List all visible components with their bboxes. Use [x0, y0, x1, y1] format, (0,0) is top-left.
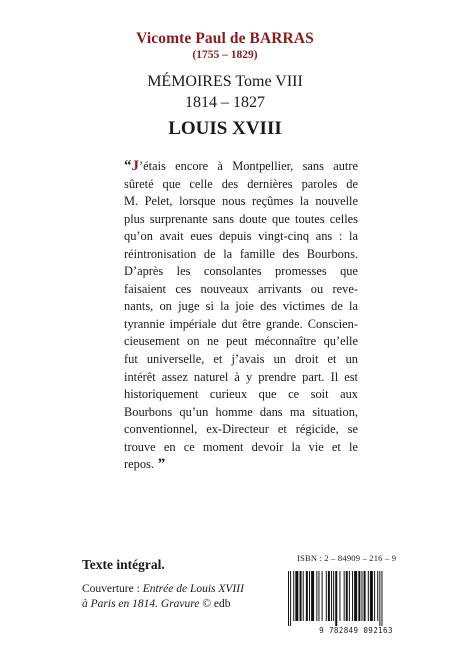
barcode-bar: [333, 571, 334, 621]
barcode-bar: [300, 571, 302, 621]
book-title: LOUIS XVIII: [168, 118, 282, 139]
quote-line-text: ’étais encore à Montpellier, sans autre: [139, 159, 358, 173]
barcode-bar: [293, 571, 294, 621]
quote-line: [124, 298, 358, 316]
quote-line: [124, 211, 358, 229]
barcode-icon: [286, 571, 426, 626]
barcode-bar: [331, 571, 332, 621]
quote-line-text: Bourbons qu’un homme dans ma situation,: [124, 404, 358, 419]
barcode-bar: [358, 571, 360, 621]
quote-line-text: conventionnel, ex-Directeur et régicide, se: [124, 422, 358, 437]
barcode-bar: [354, 571, 357, 621]
quote-line: [124, 369, 358, 387]
barcode-bar: [381, 571, 382, 626]
quote-line-text: qu’on avait eues depuis vingt-cinq ans : la: [124, 229, 358, 244]
initial-letter: J: [131, 158, 139, 174]
quote-line-text: sûreté que celle des dernières paroles de: [124, 176, 358, 191]
quote-line: [124, 456, 358, 474]
quote-line: [124, 281, 358, 299]
quote-line-text: plus surprenante sans doute que toutes celles: [124, 211, 358, 226]
back-cover-quote: [124, 158, 358, 474]
quote-line: [124, 158, 358, 176]
barcode-bar: [288, 571, 289, 626]
barcode-bar: [362, 571, 363, 621]
barcode-bar: [364, 571, 366, 621]
quote-line-text: tyrannie impériale dut être grande. Conscien-: [124, 316, 358, 331]
author-lifespan: (1755 – 1829): [192, 49, 258, 61]
quote-line-text: M. Pelet, lorsque nous reçûmes la nouvelle: [124, 194, 358, 209]
quote-line-text: nants, on juge si la joie des victimes de la: [124, 299, 358, 314]
quote-line-text: repos.: [124, 457, 154, 472]
quote-line-text: fut universelle, et j’avais un droit et un: [124, 352, 358, 367]
quote-line: [124, 316, 358, 334]
barcode-bar: [349, 571, 350, 621]
author-name: Vicomte Paul de BARRAS: [136, 30, 314, 47]
barcode-bar: [328, 571, 330, 621]
isbn-label: ISBN : 2 – 84909 – 216 – 9: [297, 553, 397, 563]
quote-line-text: trouve en ce moment devoir la vie et le: [124, 439, 358, 454]
quote-line-text: intérêt assez naturel à y prendre part. Il est: [124, 369, 358, 384]
full-text-note: Texte intégral.: [82, 557, 165, 572]
barcode-bar: [295, 571, 298, 621]
series-title: MÉMOIRES Tome VIII: [147, 73, 303, 90]
barcode-bar: [352, 571, 353, 621]
barcode-bar: [316, 571, 317, 621]
barcode-bar: [379, 571, 380, 626]
quote-line: [124, 439, 358, 457]
quote-line: [124, 333, 358, 351]
barcode-bar: [311, 571, 314, 621]
barcode-bar: [318, 571, 319, 621]
barcode-bar: [377, 571, 378, 621]
barcode-bar: [339, 571, 340, 621]
quote-line: [124, 404, 358, 422]
quote-line: [124, 176, 358, 194]
quote-line: [124, 386, 358, 404]
quote-line: [124, 246, 358, 264]
quote-line: [124, 193, 358, 211]
closing-quote-mark: ”: [153, 456, 166, 473]
barcode-bar: [322, 571, 323, 621]
barcode-bar: [370, 571, 373, 621]
quote-line-text: cieusement on ne peut méconnaître qu’elle: [124, 334, 358, 349]
quote-line: [124, 228, 358, 246]
barcode-bar: [290, 571, 291, 626]
barcode-bar: [306, 571, 308, 621]
cover-credit-title-1: Entrée de Louis XVIII: [142, 583, 244, 595]
quote-line: [124, 351, 358, 369]
quote-line-text: D’après les consolantes promesses que: [124, 264, 358, 279]
barcode-bar: [309, 571, 310, 621]
barcode-bar: [335, 571, 337, 626]
quote-line: [124, 263, 358, 281]
quote-line-text: réintronisation de la famille des Bourbons.: [124, 246, 358, 261]
cover-credit-label: Couverture :: [82, 583, 143, 595]
cover-credit-title-2: à Paris en 1814. Gravure: [82, 598, 200, 610]
barcode-digits: 9 782849 092163: [319, 626, 393, 635]
quote-line-text: faisaient ces nouveaux arrivants ou reve-: [124, 281, 358, 296]
barcode-bar: [326, 571, 327, 621]
barcode-bar: [368, 571, 369, 621]
barcode-bar: [346, 571, 348, 621]
barcode-bar: [303, 571, 304, 621]
quote-line: [124, 421, 358, 439]
cover-credit: [82, 582, 272, 612]
barcode-bar: [374, 571, 375, 621]
opening-quote-mark: “: [124, 158, 132, 174]
quote-line-text: historiquement curieux que ce soit aux: [124, 387, 358, 402]
volume-years: 1814 – 1827: [185, 94, 265, 111]
barcode-bar: [344, 571, 345, 621]
cover-credit-copyright: © edb: [199, 598, 231, 610]
